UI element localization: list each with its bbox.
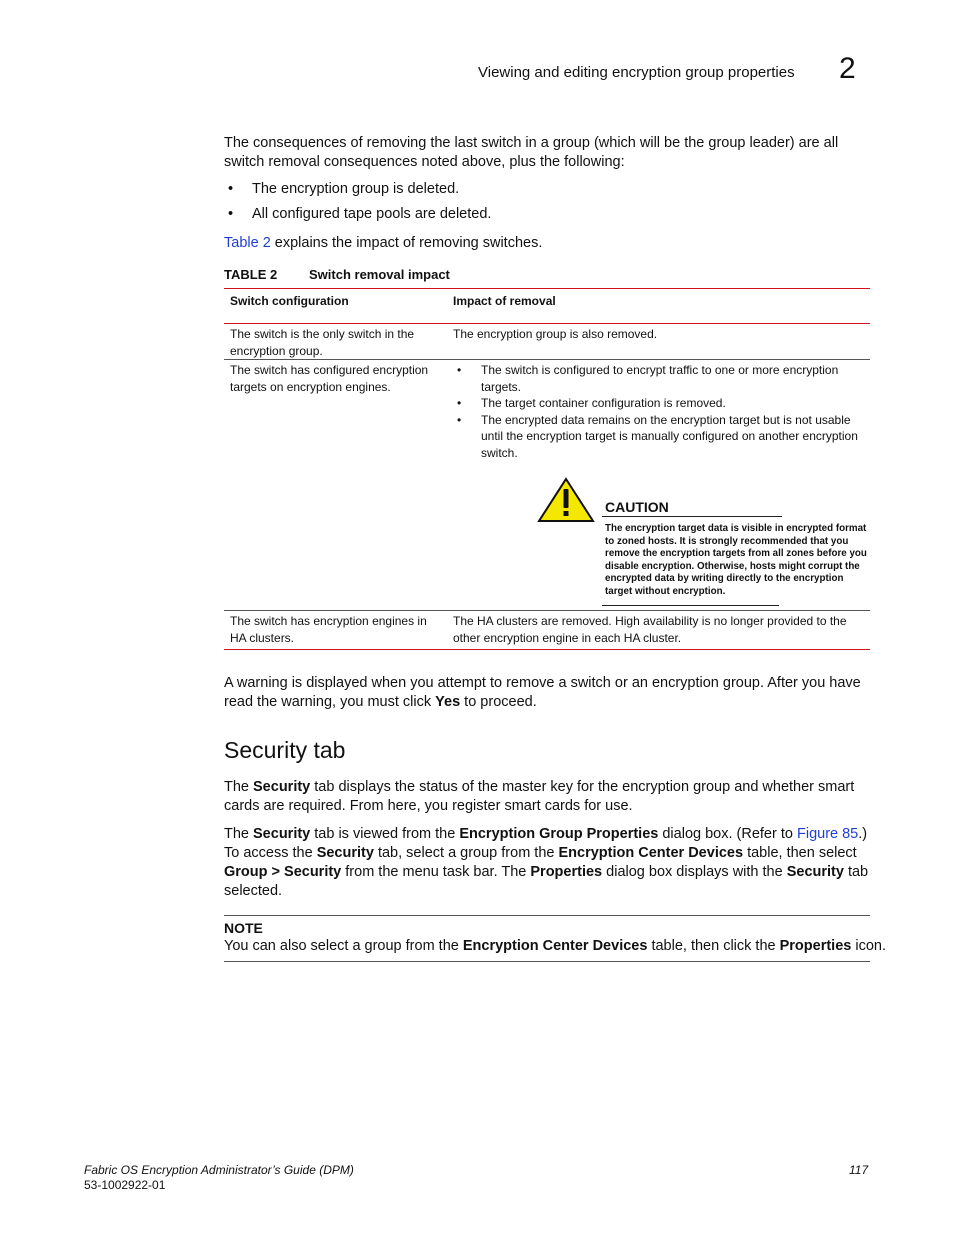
table-label: TABLE 2: [224, 267, 278, 282]
bullet-icon: •: [457, 412, 462, 427]
warning-triangle-icon: [537, 477, 595, 523]
table-row: [224, 324, 870, 360]
bullet-icon: •: [228, 206, 234, 222]
warning-paragraph: A warning is displayed when you attempt to remove a switch or an encryption group. After you have read the warning, you must click Yes to proceed.: [224, 675, 861, 710]
table-row: [224, 360, 870, 611]
table-header-row: [224, 289, 870, 324]
figure-85-link[interactable]: Figure 85: [796, 826, 859, 842]
divider: [602, 605, 779, 606]
note-block: [224, 915, 887, 962]
note-text: You can also select a group from the Encryption Center Devices table, then click the Properties icon.: [224, 938, 887, 954]
running-header-title: Viewing and editing encryption group properties: [478, 64, 795, 81]
caution-label: CAUTION: [605, 499, 669, 515]
table-cell: The switch is the only switch in the encryption group.: [224, 324, 447, 360]
table-reference-sentence: Table 2 explains the impact of removing switches.: [224, 235, 543, 251]
list-item: • The switch is configured to encrypt traffic to one or more encryption targets.: [457, 363, 839, 394]
section-heading: Security tab: [224, 737, 346, 763]
bullet-icon: •: [457, 363, 462, 377]
table-row: [224, 611, 870, 650]
table-cell: [447, 360, 870, 611]
caution-text: The encryption target data is visible in encrypted format to zoned hosts. It is strongly recommended that you remove the encryption targets from all zones before you disable encryption. Otherwise, hosts might corrupt the encrypted data by writing directly to the encryption target without encryption.: [605, 523, 867, 597]
list-item: • The encrypted data remains on the encryption target but is not usable until the encryption target is manually configured on another encryption switch.: [457, 412, 858, 460]
security-paragraph-1: The Security tab displays the status of the master key for the encryption group and whether smart cards are required. From here, you register smart cards for use.: [224, 779, 855, 814]
switch-removal-table: [224, 288, 870, 650]
bullet-icon: •: [457, 396, 462, 410]
table-cell: The HA clusters are removed. High availability is no longer provided to the other encryption engine in each HA cluster.: [447, 611, 870, 650]
footer-doc-number: 53-1002922-01: [84, 1178, 166, 1192]
table-title: Switch removal impact: [309, 267, 450, 282]
divider: [602, 516, 782, 517]
intro-paragraph: The consequences of removing the last switch in a group (which will be the group leader) are all switch removal consequences noted above, plus the following:: [224, 135, 839, 170]
table-cell: The switch has configured encryption targets on encryption engines.: [224, 360, 447, 611]
page-number: 117: [849, 1163, 869, 1177]
column-header: Impact of removal: [447, 289, 870, 324]
footer-guide-title: Fabric OS Encryption Administrator’s Guide (DPM): [84, 1163, 354, 1177]
yes-button-ref: Yes: [435, 694, 461, 710]
table-cell: The encryption group is also removed.: [447, 324, 870, 360]
chapter-number: 2: [839, 52, 856, 85]
column-header: Switch configuration: [224, 289, 447, 324]
bullet-icon: •: [228, 181, 234, 197]
table-2-link[interactable]: Table 2: [224, 235, 271, 251]
table-caption: [224, 267, 450, 282]
note-label: NOTE: [224, 920, 263, 936]
caution-notice: [453, 475, 867, 605]
table-cell: The switch has encryption engines in HA clusters.: [224, 611, 447, 650]
list-item: • The target container configuration is removed.: [457, 396, 726, 410]
security-paragraph-2: The Security tab is viewed from the Encryption Group Properties dialog box. (Refer to Figure 85.) To access the Security tab, select a group from the Encryption Center Devices table, then select Group > Security from the menu task bar. The Properties dialog box displays with the Security tab selected.: [224, 826, 869, 899]
